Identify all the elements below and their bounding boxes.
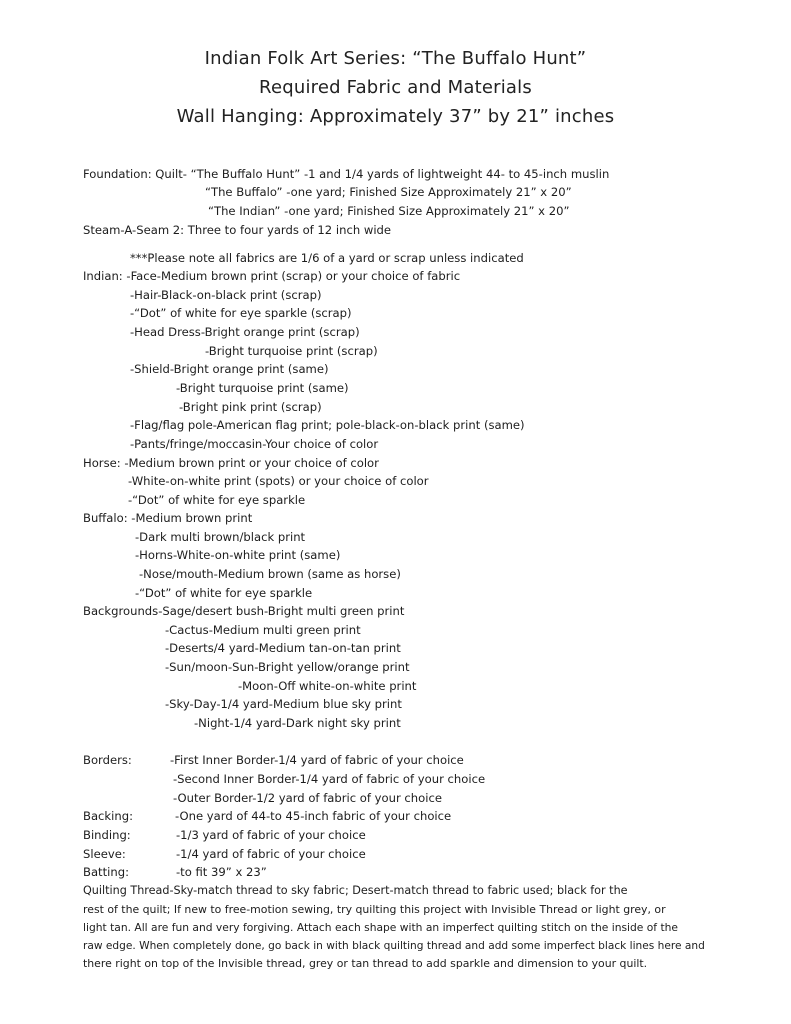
list-line: -Bright pink print (scrap) (179, 400, 322, 414)
list-line: -Night-1/4 yard-Dark night sky print (194, 716, 401, 730)
list-label: Backing: (83, 809, 133, 823)
list-line: Backgrounds-Sage/desert bush-Bright multi green print (83, 604, 405, 618)
list-line: -“Dot” of white for eye sparkle (128, 493, 306, 507)
list-line: -Second Inner Border-1/4 yard of fabric of your choice (173, 772, 486, 786)
paragraph-line: Quilting Thread-Sky-match thread to sky fabric; Desert-match thread to fabric used; black for the (83, 884, 628, 897)
list-line: -Sky-Day-1/4 yard-Medium blue sky print (165, 697, 402, 711)
list-line: -White-on-white print (spots) or your choice of color (128, 474, 429, 488)
list-label: Binding: (83, 828, 131, 842)
list-line: -Dark multi brown/black print (135, 530, 306, 544)
list-line: -Nose/mouth-Medium brown (same as horse) (139, 567, 401, 581)
list-line: Buffalo: -Medium brown print (83, 511, 253, 525)
list-line: -Bright turquoise print (scrap) (205, 344, 378, 358)
list-line: -1/3 yard of fabric of your choice (176, 828, 366, 842)
list-label: Batting: (83, 865, 129, 879)
list-line: -Hair-Black-on-black print (scrap) (130, 288, 322, 302)
list-line: ***Please note all fabrics are 1/6 of a yard or scrap unless indicated (130, 251, 524, 265)
title-line-3: Wall Hanging: Approximately 37” by 21” inches (176, 106, 615, 127)
list-line: Foundation: Quilt- “The Buffalo Hunt” -1 and 1/4 yards of lightweight 44- to 45-inch muslin (83, 167, 610, 181)
list-line: “The Buffalo” -one yard; Finished Size Approximately 21” x 20” (205, 185, 572, 199)
list-line: “The Indian” -one yard; Finished Size Approximately 21” x 20” (208, 204, 570, 218)
list-line: -Sun/moon-Sun-Bright yellow/orange print (165, 660, 410, 674)
list-line: -Shield-Bright orange print (same) (130, 362, 329, 376)
list-line: -1/4 yard of fabric of your choice (176, 847, 366, 861)
list-line: -Bright turquoise print (same) (176, 381, 349, 395)
list-line: -Flag/flag pole-American flag print; pole-black-on-black print (same) (130, 418, 525, 432)
paragraph-line: raw edge. When completely done, go back in with black quilting thread and add some imperfect black lines here and (83, 940, 705, 952)
list-line: -to fit 39” x 23” (176, 865, 267, 879)
paragraph-line: rest of the quilt; If new to free-motion sewing, try quilting this project with Invisible Thread or light grey, or (83, 903, 666, 916)
list-line: -Head Dress-Bright orange print (scrap) (130, 325, 360, 339)
list-line: -Pants/fringe/moccasin-Your choice of color (130, 437, 379, 451)
list-line: -One yard of 44-to 45-inch fabric of your choice (175, 809, 452, 823)
list-line: -“Dot” of white for eye sparkle (135, 586, 313, 600)
list-line: -Deserts/4 yard-Medium tan-on-tan print (165, 641, 401, 655)
list-line: Horse: -Medium brown print or your choice of color (83, 456, 379, 470)
list-line: -“Dot” of white for eye sparkle (scrap) (130, 306, 352, 320)
paragraph-line: there right on top of the Invisible thread, grey or tan thread to add sparkle and dimension to your quilt. (83, 957, 648, 970)
title-line-1: Indian Folk Art Series: “The Buffalo Hunt” (204, 48, 587, 69)
list-label: Borders: (83, 753, 132, 767)
list-label: Sleeve: (83, 847, 126, 861)
list-line: -First Inner Border-1/4 yard of fabric of your choice (170, 753, 464, 767)
list-line: -Outer Border-1/2 yard of fabric of your choice (173, 791, 442, 805)
list-line: Steam-A-Seam 2: Three to four yards of 12 inch wide (83, 223, 392, 237)
list-line: Indian: -Face-Medium brown print (scrap) or your choice of fabric (83, 269, 461, 283)
list-line: -Moon-Off white-on-white print (238, 679, 417, 693)
list-line: -Cactus-Medium multi green print (165, 623, 361, 637)
paragraph-line: light tan. All are fun and very forgiving. Attach each shape with an imperfect quilting stitch on the inside of the (83, 921, 678, 934)
list-line: -Horns-White-on-white print (same) (135, 548, 341, 562)
title-line-2: Required Fabric and Materials (259, 77, 532, 98)
